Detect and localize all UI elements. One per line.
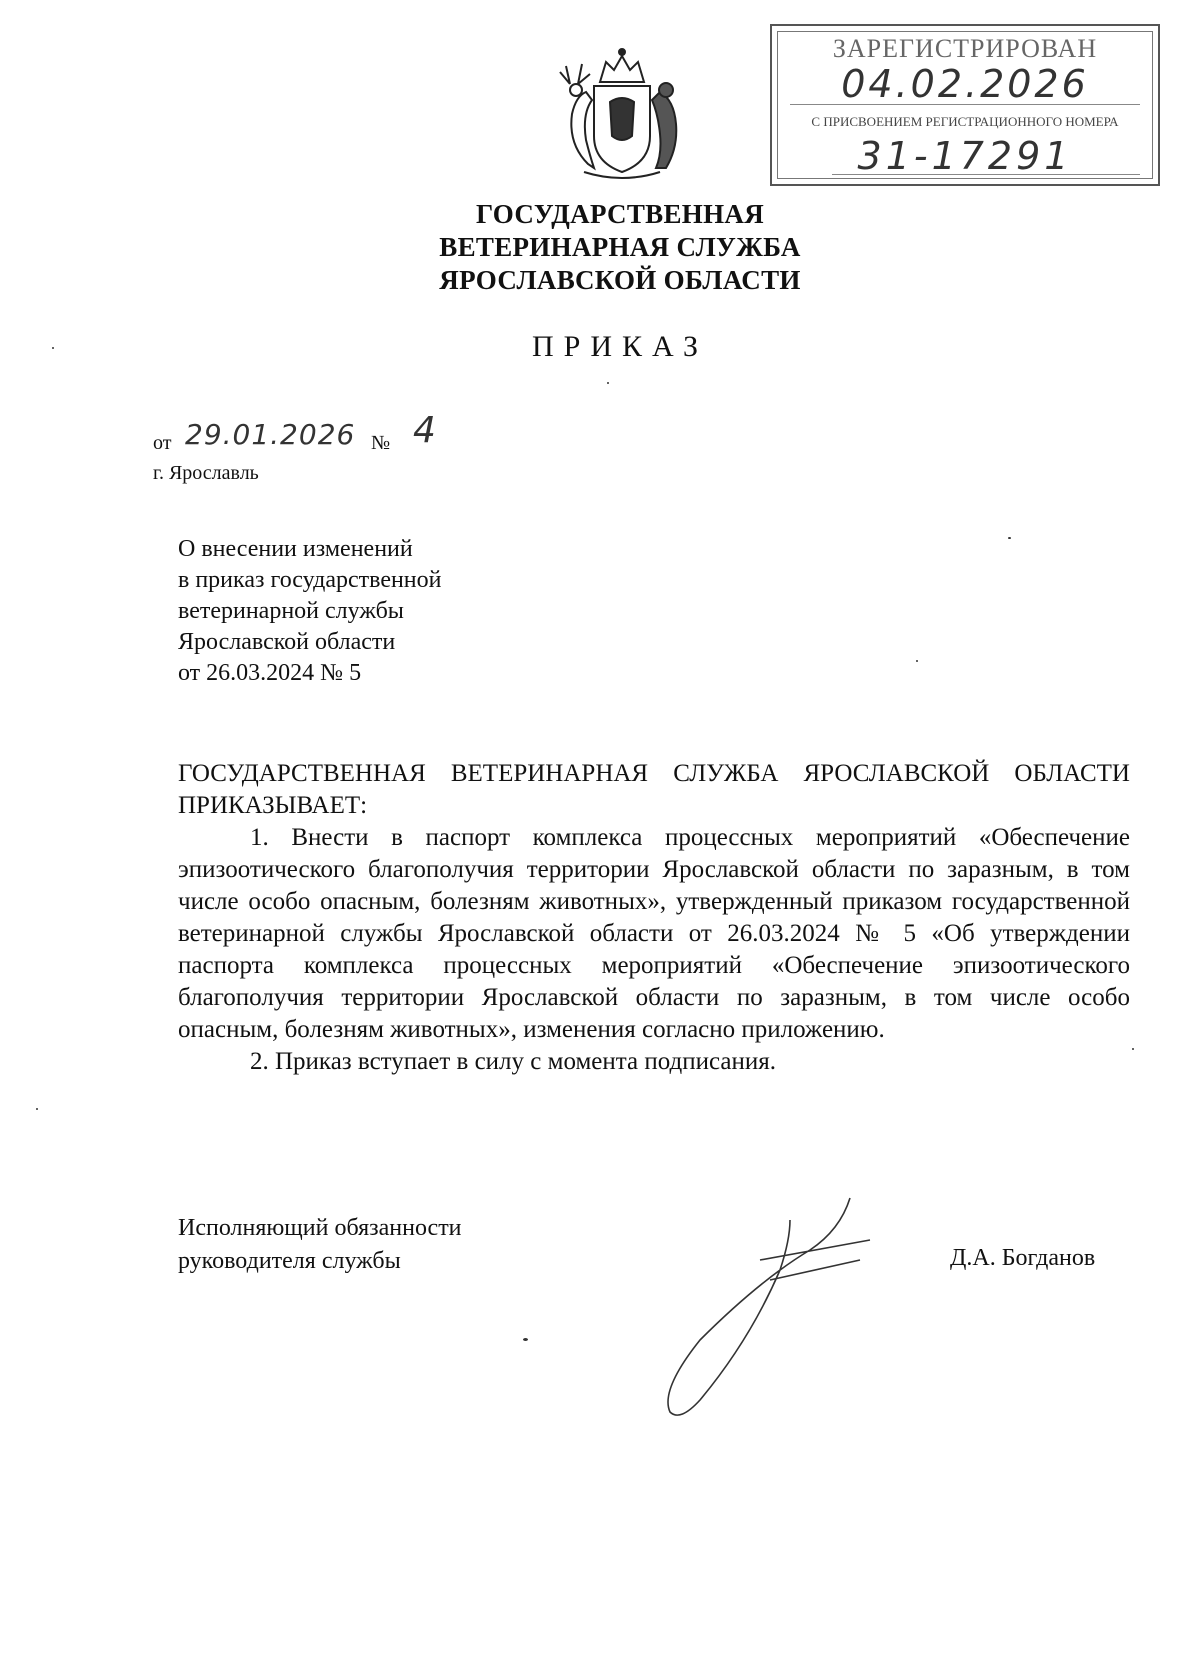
document-type: ПРИКАЗ: [532, 330, 708, 363]
order-item: 1. Внести в паспорт комплекса процессных мероприятий «Обеспечение эпизоотического благополучия территории Ярославской области по заразным, в том числе особо опасным, болезням животных», утвержденный приказом государственной ветеринарной службы Ярославской области от 26.03.2024 № 5 «Об утверждении паспорта комплекса процессных мероприятий «Обеспечение эпизоотического благополучия территории Ярославской области по заразным, в том числе особо опасным, болезням животных», изменения согласно приложению.: [178, 824, 1130, 1043]
order-item: 2. Приказ вступает в силу с момента подписания.: [250, 1048, 776, 1075]
from-label: от: [153, 432, 172, 454]
signatory-title: [178, 1212, 462, 1278]
document-reference: [153, 410, 553, 460]
number-label: №: [371, 432, 391, 454]
org-line: ЯРОСЛАВСКОЙ ОБЛАСТИ: [439, 265, 801, 295]
subject-line: в приказ государственной: [178, 567, 442, 593]
coat-of-arms-emblem: [548, 44, 696, 182]
subject-line: ветеринарной службы: [178, 598, 404, 624]
signatory-title-line: руководителя службы: [178, 1248, 401, 1274]
stamp-date: 04.02.2026: [841, 62, 1089, 106]
signatory-name: Д.А. Богданов: [950, 1245, 1096, 1271]
city: г. Ярославль: [153, 462, 259, 484]
stamp-note: С ПРИСВОЕНИЕМ РЕГИСТРАЦИОННОГО НОМЕРА: [811, 114, 1119, 129]
signatory-title-line: Исполняющий обязанности: [178, 1215, 462, 1241]
org-line: ГОСУДАРСТВЕННАЯ: [476, 199, 764, 229]
stamp-title: ЗАРЕГИСТРИРОВАН: [832, 34, 1098, 63]
document-body: [178, 758, 1130, 1078]
registration-stamp: [770, 24, 1160, 186]
stamp-registration-number: 31-17291: [857, 134, 1073, 178]
document-subject: [178, 534, 442, 689]
org-line: ВЕТЕРИНАРНАЯ СЛУЖБА: [439, 232, 801, 262]
subject-line: от 26.03.2024 № 5: [178, 660, 362, 686]
organization-name: [300, 198, 940, 297]
document-number: 4: [413, 410, 436, 451]
handwritten-signature: [640, 1190, 900, 1420]
preamble: ГОСУДАРСТВЕННАЯ ВЕТЕРИНАРНАЯ СЛУЖБА ЯРОСЛАВСКОЙ ОБЛАСТИ ПРИКАЗЫВАЕТ:: [178, 760, 1130, 819]
subject-line: О внесении изменений: [178, 536, 413, 562]
subject-line: Ярославской области: [178, 629, 396, 655]
document-date: 29.01.2026: [185, 418, 356, 451]
